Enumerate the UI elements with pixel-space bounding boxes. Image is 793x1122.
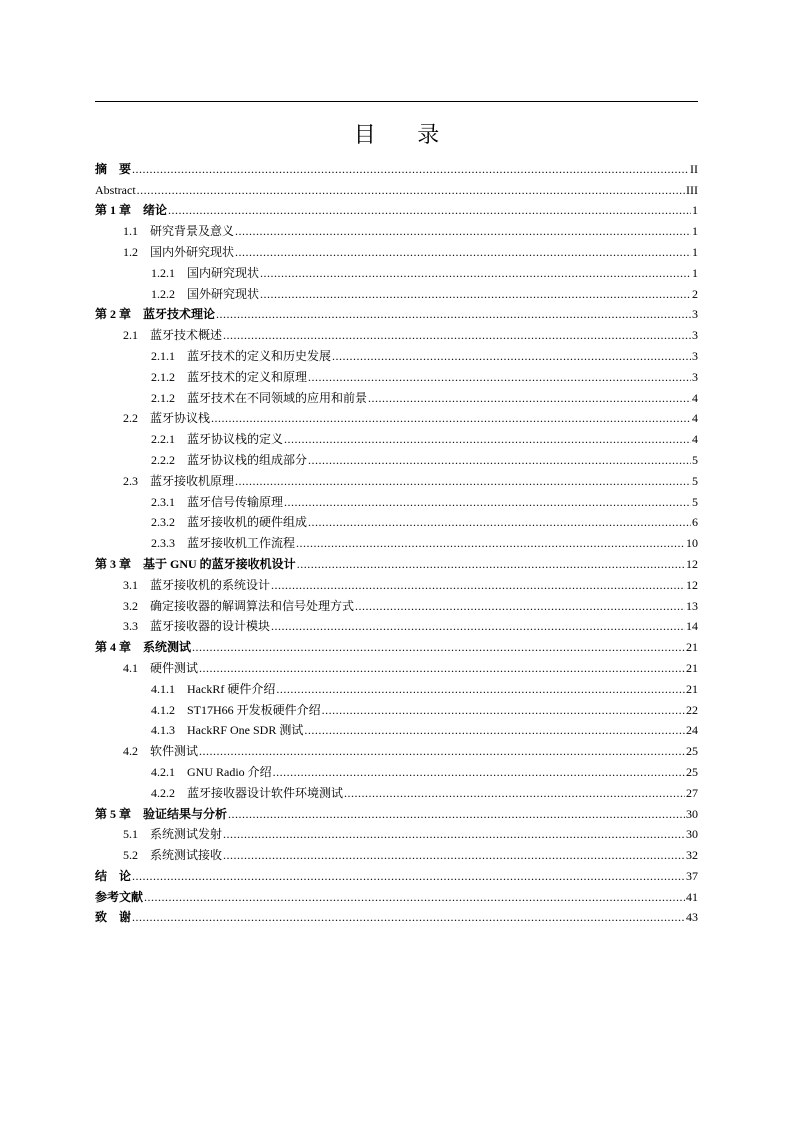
toc-entry-label: 验证结果与分析	[143, 806, 228, 821]
toc-entry[interactable]	[95, 446, 698, 467]
dot-leader	[199, 661, 685, 675]
toc-entry-page: 1	[692, 224, 698, 239]
toc-entry-number: 2.2	[123, 411, 138, 426]
dot-leader	[344, 786, 685, 800]
page-title: 目 录	[353, 122, 458, 147]
toc-entry-label: 结 论	[95, 868, 132, 883]
dot-leader	[271, 619, 685, 633]
toc-entry-label: 研究背景及意义	[150, 224, 235, 239]
toc-entry-heading	[95, 869, 131, 883]
toc-entry-page: 25	[686, 764, 698, 779]
toc-entry[interactable]	[95, 800, 698, 821]
toc-entry-number: 2.2.2	[151, 452, 175, 467]
toc-entry-label: 蓝牙技术理论	[143, 307, 216, 322]
dot-leader	[223, 328, 691, 342]
toc-entry-label: 基于 GNU 的蓝牙接收机设计	[143, 556, 296, 571]
dot-leader	[235, 245, 691, 259]
toc-entry-label: 国内外研究现状	[150, 244, 235, 259]
toc-entry-label: 蓝牙协议栈	[150, 411, 211, 426]
toc-entry-heading	[123, 619, 270, 633]
toc-entry[interactable]	[95, 238, 698, 259]
toc-entry-number: 1.2.1	[151, 265, 175, 280]
toc-entry-page: 32	[686, 848, 698, 863]
toc-entry-number: 1.1	[123, 224, 138, 239]
dot-leader	[260, 287, 691, 301]
toc-entry-heading	[95, 910, 131, 924]
toc-entry-number: 2.3.2	[151, 515, 175, 530]
toc-entry-number: 1.2.2	[151, 286, 175, 301]
dot-leader	[223, 848, 685, 862]
toc-entry-label: 蓝牙技术概述	[150, 328, 223, 343]
toc-entry-number: 2.3	[123, 473, 138, 488]
toc-entry-page: 2	[692, 286, 698, 301]
toc-entry-heading	[151, 536, 295, 550]
toc-entry-number: 4.2.1	[151, 764, 175, 779]
toc-entry-heading	[151, 370, 307, 384]
toc-entry-heading	[95, 183, 136, 197]
toc-entry-number: 4.1	[123, 660, 138, 675]
toc-entry-heading	[95, 640, 191, 654]
toc-entry-label: 系统测试接收	[150, 848, 223, 863]
toc-entry-number: 2.1	[123, 328, 138, 343]
toc-entry[interactable]	[95, 675, 698, 696]
toc-entry-heading	[151, 765, 272, 779]
dot-leader	[276, 682, 685, 696]
toc-entry-page: 13	[686, 598, 698, 613]
toc-entry[interactable]	[95, 841, 698, 862]
toc-entry-page: 22	[686, 702, 698, 717]
dot-leader	[368, 391, 691, 405]
toc-entry-label: 摘 要	[95, 161, 132, 176]
toc-entry-heading	[95, 203, 167, 217]
toc-entry-number: 3.1	[123, 577, 138, 592]
dot-leader	[199, 744, 685, 758]
toc-entry[interactable]	[95, 280, 698, 301]
toc-entry-label: 蓝牙技术的定义和历史发展	[187, 348, 332, 363]
toc-entry-label: HackRf 硬件介绍	[187, 681, 276, 696]
toc-entry-page: 21	[686, 640, 698, 655]
toc-entry[interactable]	[95, 779, 698, 800]
toc-entry[interactable]	[95, 405, 698, 426]
toc-entry[interactable]	[95, 571, 698, 592]
toc-entry[interactable]	[95, 321, 698, 342]
toc-entry-heading	[123, 224, 234, 238]
toc-entry-heading	[151, 515, 307, 529]
toc-entry[interactable]	[95, 259, 698, 280]
dot-leader	[304, 723, 685, 737]
toc-entry-number: 4.1.3	[151, 723, 175, 738]
toc-entry-heading	[151, 495, 283, 509]
toc-entry-label: HackRF One SDR 测试	[187, 723, 304, 738]
toc-entry-number: 5.2	[123, 848, 138, 863]
dot-leader	[192, 640, 685, 654]
dot-leader	[132, 869, 685, 883]
dot-leader	[132, 162, 689, 176]
toc-entry-heading	[95, 307, 215, 321]
dot-leader	[260, 266, 691, 280]
toc-entry-label: 蓝牙接收器设计软件环境测试	[187, 785, 344, 800]
toc-entry[interactable]	[95, 425, 698, 446]
dot-leader	[296, 536, 685, 550]
dot-leader	[284, 432, 691, 446]
dot-leader	[144, 890, 685, 904]
toc-entry-number: 4.1.1	[151, 681, 175, 696]
toc-entry-label: 致 谢	[95, 910, 132, 925]
toc-entry-page: 27	[686, 785, 698, 800]
dot-leader	[284, 495, 691, 509]
toc-entry-page: 3	[692, 307, 698, 322]
toc-entry-number: 4.2	[123, 744, 138, 759]
toc-entry-page: 25	[686, 744, 698, 759]
toc-entry-heading	[123, 827, 222, 841]
toc-entry-heading	[123, 328, 222, 342]
toc-entry-number: 第 1 章	[95, 203, 132, 218]
toc-entry[interactable]	[95, 488, 698, 509]
toc-entry[interactable]	[95, 862, 698, 883]
toc-entry-page: 3	[692, 369, 698, 384]
toc-entry-heading	[151, 703, 321, 717]
dot-leader	[137, 183, 685, 197]
toc-entry-label: 蓝牙接收机原理	[150, 473, 235, 488]
toc-entry-page: 30	[686, 827, 698, 842]
toc-entry-heading	[123, 661, 198, 675]
toc-entry-heading	[123, 578, 270, 592]
dot-leader	[223, 827, 685, 841]
toc-entry-page: 4	[692, 390, 698, 405]
toc-entry-number: 5.1	[123, 827, 138, 842]
toc-entry-page: 12	[686, 556, 698, 571]
toc-entry-page: 5	[692, 473, 698, 488]
toc-entry-heading	[151, 349, 331, 363]
toc-entry-page: 14	[686, 619, 698, 634]
toc-entry-label: 蓝牙协议栈的定义	[187, 432, 284, 447]
toc-entry[interactable]	[95, 633, 698, 654]
toc-entry[interactable]	[95, 509, 698, 530]
toc-entry-page: 5	[692, 494, 698, 509]
toc-entry[interactable]	[95, 737, 698, 758]
toc-entry-page: 6	[692, 515, 698, 530]
toc-entry-number: 2.1.2	[151, 369, 175, 384]
toc-entry-label: 绪论	[143, 203, 168, 218]
toc-entry-page: 21	[686, 681, 698, 696]
toc-entry-label: 系统测试发射	[150, 827, 223, 842]
toc-entry[interactable]	[95, 696, 698, 717]
toc-entry-label: 确定接收器的解调算法和信号处理方式	[150, 598, 355, 613]
toc-entry-heading	[151, 682, 275, 696]
toc-entry-number: 3.2	[123, 598, 138, 613]
toc-entry-number: 2.3.1	[151, 494, 175, 509]
toc-entry-heading	[95, 557, 296, 571]
toc-entry-heading	[151, 786, 343, 800]
dot-leader	[271, 578, 685, 592]
toc-entry[interactable]	[95, 758, 698, 779]
toc-entry-page: 4	[692, 432, 698, 447]
dot-leader	[235, 474, 691, 488]
toc-entry-label: 蓝牙协议栈的组成部分	[187, 452, 308, 467]
toc-entry-page: 1	[692, 244, 698, 259]
toc-entry-page: III	[686, 182, 698, 197]
dot-leader	[308, 453, 691, 467]
toc-entry-heading	[151, 266, 259, 280]
dot-leader	[308, 515, 691, 529]
toc-entry-page: 3	[692, 328, 698, 343]
toc-entry-heading	[151, 287, 259, 301]
toc-entry-heading	[95, 807, 227, 821]
toc-entry-number: 2.1.1	[151, 348, 175, 363]
toc-entry-number: 4.2.2	[151, 785, 175, 800]
toc-entry-number: 第 4 章	[95, 640, 132, 655]
toc-entry-page: 1	[692, 203, 698, 218]
dot-leader	[322, 703, 685, 717]
toc-entry-label: 硬件测试	[150, 660, 199, 675]
toc-entry-label: 蓝牙信号传输原理	[187, 494, 284, 509]
toc-entry[interactable]	[95, 613, 698, 634]
toc-entry-heading	[123, 411, 210, 425]
toc-entry-label: 蓝牙接收器的设计模块	[150, 619, 271, 634]
toc-entry-heading	[151, 453, 307, 467]
toc-entry-label: 软件测试	[150, 744, 199, 759]
toc-entry-page: 4	[692, 411, 698, 426]
toc-entry-page: 10	[686, 536, 698, 551]
toc-entry-heading	[123, 599, 354, 613]
toc-entry-page: 1	[692, 265, 698, 280]
toc-entry-heading	[123, 848, 222, 862]
toc-entry-label: GNU Radio 介绍	[187, 764, 272, 779]
toc-entry[interactable]	[95, 301, 698, 322]
toc-entry[interactable]	[95, 717, 698, 738]
toc-entry-heading	[95, 890, 143, 904]
dot-leader	[211, 411, 691, 425]
toc-entry-label: 系统测试	[143, 640, 192, 655]
toc-entry[interactable]	[95, 217, 698, 238]
toc-entry-number: 第 3 章	[95, 556, 132, 571]
toc-entry-number: 第 2 章	[95, 307, 132, 322]
toc-entry[interactable]	[95, 342, 698, 363]
toc-entry-label: 国内研究现状	[187, 265, 260, 280]
toc-entry-label: 蓝牙接收机工作流程	[187, 536, 296, 551]
toc-entry-number: 2.1.2	[151, 390, 175, 405]
toc-entry-number: 2.2.1	[151, 432, 175, 447]
toc-entry-page: 21	[686, 660, 698, 675]
toc-entry-page: II	[690, 161, 698, 176]
toc-entry[interactable]	[95, 592, 698, 613]
toc-entry-page: 3	[692, 348, 698, 363]
toc-entry[interactable]	[95, 821, 698, 842]
dot-leader	[228, 807, 685, 821]
toc-entry-label: 蓝牙技术在不同领域的应用和前景	[187, 390, 368, 405]
toc-entry-page: 30	[686, 806, 698, 821]
toc-entry-number: 2.3.3	[151, 536, 175, 551]
toc-entry[interactable]	[95, 363, 698, 384]
dot-leader	[235, 224, 691, 238]
dot-leader	[308, 370, 691, 384]
toc-entry[interactable]	[95, 467, 698, 488]
dot-leader	[355, 599, 685, 613]
toc-entry-number: 1.2	[123, 244, 138, 259]
dot-leader	[297, 557, 685, 571]
toc-entry-label: 蓝牙接收机的硬件组成	[187, 515, 308, 530]
dot-leader	[168, 203, 691, 217]
toc-entry-label: ST17H66 开发板硬件介绍	[187, 702, 321, 717]
toc-entry-heading	[123, 245, 234, 259]
toc-entry-label: 蓝牙技术的定义和原理	[187, 369, 308, 384]
toc-entry-heading	[123, 474, 234, 488]
toc-entry-number: 第 5 章	[95, 806, 132, 821]
toc-entry[interactable]	[95, 155, 698, 176]
toc-entry-label: 国外研究现状	[187, 286, 260, 301]
toc-entry[interactable]	[95, 529, 698, 550]
toc-entry-heading	[151, 391, 367, 405]
toc-entry-number: 3.3	[123, 619, 138, 634]
toc-entry-heading	[151, 432, 283, 446]
dot-leader	[216, 307, 691, 321]
toc-entry[interactable]	[95, 384, 698, 405]
toc-entry[interactable]	[95, 550, 698, 571]
toc-entry-page: 41	[686, 889, 698, 904]
dot-leader	[132, 910, 685, 924]
toc-entry-heading	[95, 162, 131, 176]
toc-entry-page: 5	[692, 452, 698, 467]
toc-entry-label: 参考文献	[95, 889, 144, 904]
toc-entry-heading	[151, 723, 303, 737]
toc-entry[interactable]	[95, 883, 698, 904]
table-of-contents	[95, 155, 698, 924]
toc-entry-page: 24	[686, 723, 698, 738]
dot-leader	[273, 765, 685, 779]
toc-entry-label: 蓝牙接收机的系统设计	[150, 577, 271, 592]
toc-entry-page: 12	[686, 577, 698, 592]
toc-entry-page: 43	[686, 910, 698, 925]
header-rule	[95, 101, 698, 102]
toc-entry[interactable]	[95, 654, 698, 675]
toc-entry-page: 37	[686, 868, 698, 883]
toc-entry[interactable]	[95, 197, 698, 218]
toc-entry[interactable]	[95, 176, 698, 197]
toc-entry-label: Abstract	[95, 182, 136, 197]
toc-entry[interactable]	[95, 904, 698, 925]
toc-entry-heading	[123, 744, 198, 758]
toc-entry-number: 4.1.2	[151, 702, 175, 717]
dot-leader	[332, 349, 691, 363]
